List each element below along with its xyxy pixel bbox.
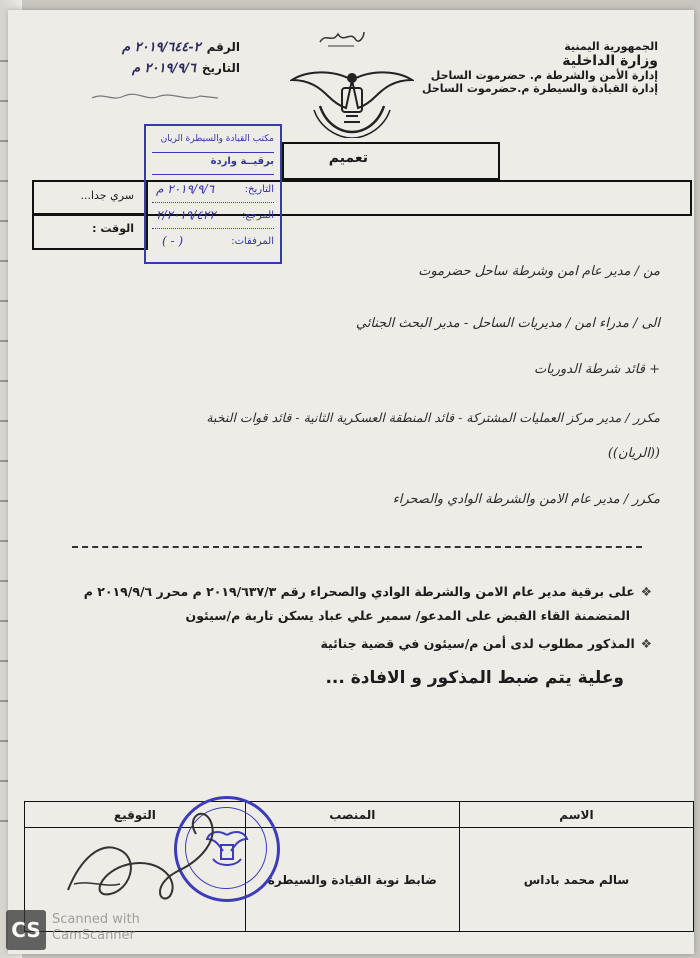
- body-p2: المذكور مطلوب لدى أمن م/سيئون في قضية جنائية: [320, 636, 635, 651]
- stamp-incoming-line: برقيــة واردة: [210, 156, 274, 167]
- watermark-line-2: CamScanner: [52, 928, 135, 943]
- letterhead-right: [398, 40, 658, 95]
- handwritten-scribble-icon: [90, 90, 220, 104]
- body-paragraph-2: [320, 636, 652, 651]
- to-line: الى / مدراء امن / مديريات الساحل - مدير البحث الجنائي: [355, 316, 660, 331]
- department-line-1: إدارة الأمن والشرطة م. حضرموت الساحل: [430, 69, 658, 82]
- plus-line: + قائد شرطة الدوريات: [533, 362, 660, 377]
- name-header: الاسم: [459, 802, 693, 828]
- stamp-attachments-value: ( - ): [162, 234, 184, 248]
- bullet-icon: ❖: [640, 636, 652, 651]
- signer-position: ضابط نوبة القيادة والسيطرة: [245, 828, 459, 932]
- ref-value: ٢-٢٠١٩/٦٤٤ م: [122, 40, 201, 55]
- sign-header: التوقيع: [25, 802, 246, 828]
- department-line-2: إدارة القيادة والسيطرة م.حضرموت الساحل: [422, 82, 658, 95]
- time-label: الوقت :: [92, 222, 134, 235]
- stamp-attachments-label: المرفقات:: [231, 236, 274, 247]
- camscanner-badge: CS: [6, 910, 46, 950]
- bullet-icon: ❖: [640, 584, 652, 599]
- stamp-office-line: مكتب القيادة والسيطرة الريان: [160, 134, 274, 144]
- stamp-ref-value: ٢/٢٠١٩/٤٢٢: [156, 208, 216, 222]
- ministry-title: وزارة الداخلية: [562, 53, 658, 69]
- watermark-line-1: Scanned with: [52, 912, 140, 927]
- urgency-text: سري جدا...: [80, 189, 134, 202]
- signer-name: سالم محمد باداس: [459, 828, 693, 932]
- cc-line-1: مكرر / مدير مركز العمليات المشتركة - قائد المنطقة العسكرية الثانية - قائد قوات النخبة: [206, 410, 660, 425]
- closing-line: وعلية يتم ضبط المذكور و الافادة ...: [325, 668, 624, 688]
- letterhead-left: [60, 40, 240, 76]
- body-p1b: المتضمنة القاء القبض على المدعو/ سمير علي عباد يسكن تاربة م/سيئون: [185, 608, 630, 623]
- cc-line-1-cont: ((الريان)): [607, 446, 660, 461]
- priority-side-box: [32, 180, 148, 250]
- stamp-ref-label: المرجع:: [242, 210, 274, 221]
- ref-label: الرقم: [206, 40, 240, 54]
- date-value: ٢٠١٩/٩/٦ م: [131, 61, 196, 76]
- camscanner-watermark: [52, 912, 140, 944]
- basmala-calligraphy-icon: [318, 26, 366, 48]
- body-p1a: على برقية مدير عام الامن والشرطة الوادي والصحراء رقم ٢٠١٩/٦٣٧/٣ م محرر ٢٠١٩/٩/٦ م: [83, 584, 635, 599]
- from-line: من / مدير عام امن وشرطة ساحل حضرموت: [418, 264, 660, 279]
- dashed-separator: [72, 546, 642, 548]
- priority-divider: [32, 213, 144, 215]
- incoming-telegram-stamp: [144, 124, 282, 264]
- subject-title: تعميم: [328, 150, 368, 166]
- stamp-date-value: ٢٠١٩/٩/٦ م: [156, 182, 215, 196]
- cc-line-2: مكرر / مدير عام الامن والشرطة الوادي والصحراء: [392, 492, 660, 507]
- republic-title: الجمهورية اليمنية: [564, 40, 658, 53]
- position-header: المنصب: [245, 802, 459, 828]
- handwritten-signature-icon: [60, 800, 260, 910]
- date-label: التاريخ: [201, 61, 240, 75]
- stamp-date-label: التاريخ:: [244, 184, 274, 195]
- subject-box: [282, 142, 500, 180]
- body-paragraph-1: [84, 584, 652, 599]
- yemen-eagle-emblem-icon: [290, 66, 414, 138]
